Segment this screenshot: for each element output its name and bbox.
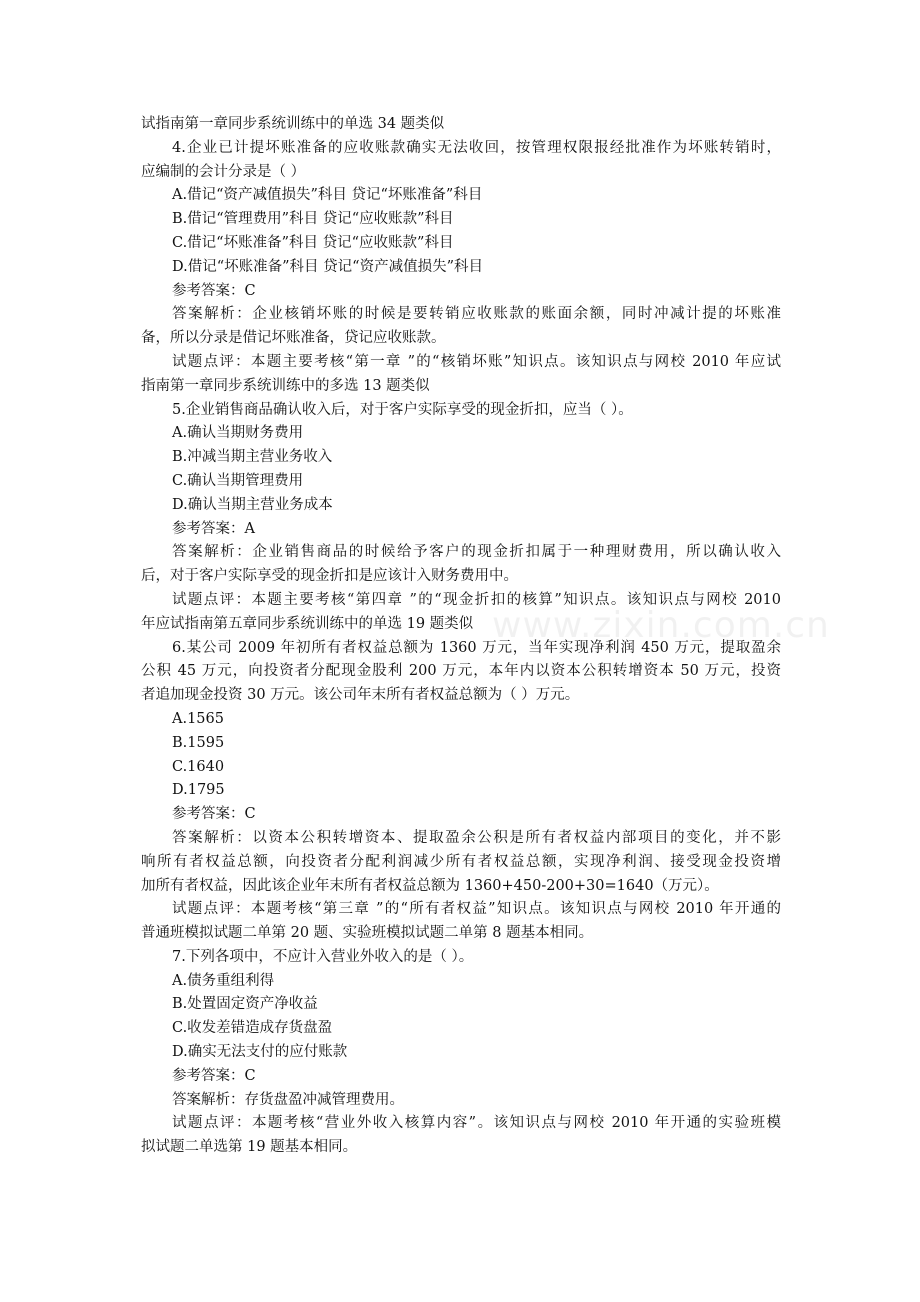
question-5-answer: 参考答案：A <box>172 520 255 537</box>
question-7-stem: 7.下列各项中，不应计入营业外收入的是（ ）。 <box>172 948 474 965</box>
question-4-stem-cont: 应编制的会计分录是（ ） <box>141 163 306 180</box>
question-4-stem: 4.企业已计提坏账准备的应收账款确实无法收回，按管理权限报经批准作为坏账转销时， <box>172 139 781 156</box>
question-5-explanation: 答案解析：企业销售商品的时候给予客户的现金折扣属于一种理财费用，所以确认收入 <box>172 544 781 561</box>
question-4-option-b: B.借记“管理费用”科目 贷记“应收账款”科目 <box>172 211 454 228</box>
question-5-explanation-cont: 后，对于客户实际享受的现金折扣是应该计入财务费用中。 <box>141 568 518 585</box>
question-6-stem-cont-2: 者追加现金投资 30 万元。该公司年末所有者权益总额为（ ）万元。 <box>141 687 580 704</box>
question-6-explanation-cont: 响所有者权益总额，向投资者分配利润减少所有者权益总额，实现净利润、接受现金投资增 <box>141 853 781 870</box>
question-5-option-a: A.确认当期财务费用 <box>172 425 304 442</box>
question-6-option-a: A.1565 <box>172 710 224 727</box>
question-6-answer: 参考答案：C <box>172 806 256 823</box>
question-4-option-d: D.借记“坏账准备”科目 贷记“资产减值损失”科目 <box>172 258 483 275</box>
question-4-answer: 参考答案：C <box>172 282 256 299</box>
question-5-option-b: B.冲减当期主营业务收入 <box>172 449 333 466</box>
question-4-comment-cont: 指南第一章同步系统训练中的多选 13 题类似 <box>141 377 430 394</box>
question-4-explanation: 答案解析：企业核销坏账的时候是要转销应收账款的账面余额，同时冲减计提的坏账准 <box>172 306 781 323</box>
question-6-comment-cont: 普通班模拟试题二单第 20 题、实验班模拟试题二单第 8 题基本相同。 <box>141 925 594 942</box>
question-6-stem: 6.某公司 2009 年初所有者权益总额为 1360 万元，当年实现净利润 450 万元，提取盈余 <box>172 639 781 656</box>
text-line: 试指南第一章同步系统训练中的单选 34 题类似 <box>141 116 445 132</box>
question-7-explanation: 答案解析：存货盘盈冲减管理费用。 <box>172 1091 404 1108</box>
question-6-option-d: D.1795 <box>172 782 225 799</box>
question-4-option-c: C.借记“坏账准备”科目 贷记“应收账款”科目 <box>172 234 454 251</box>
question-5-option-c: C.确认当期管理费用 <box>172 472 304 489</box>
document-body <box>141 113 781 1160</box>
question-6-comment: 试题点评：本题考核“第三章 ”的“所有者权益”知识点。该知识点与网校 2010 年开通的 <box>172 901 781 918</box>
question-7-option-a: A.债务重组利得 <box>172 972 275 989</box>
question-7-option-c: C.收发差错造成存货盘盈 <box>172 1020 333 1037</box>
watermark: www.zixin.com.cn <box>492 605 830 646</box>
question-7-answer: 参考答案：C <box>172 1067 256 1084</box>
question-6-explanation-cont-2: 加所有者权益，因此该企业年末所有者权益总额为 1360+450-200+30=1640（万元）。 <box>141 877 719 894</box>
question-6-explanation: 答案解析：以资本公积转增资本、提取盈余公积是所有者权益内部项目的变化，并不影 <box>172 829 781 846</box>
question-7-comment: 试题点评：本题考核“营业外收入核算内容”。该知识点与网校 2010 年开通的实验班模 <box>172 1115 781 1132</box>
question-5-stem: 5.企业销售商品确认收入后，对于客户实际享受的现金折扣，应当（ ）。 <box>172 401 633 418</box>
question-4-option-a: A.借记“资产减值损失”科目 贷记“坏账准备”科目 <box>172 187 483 204</box>
question-5-comment: 试题点评：本题主要考核“第四章 ”的“现金折扣的核算”知识点。该知识点与网校 2010 <box>172 591 781 608</box>
question-6-option-b: B.1595 <box>172 734 225 751</box>
question-5-comment-cont: 年应试指南第五章同步系统训练中的单选 19 题类似 <box>141 615 474 632</box>
question-4-comment: 试题点评：本题主要考核“第一章 ”的“核销坏账”知识点。该知识点与网校 2010 年应试 <box>172 353 781 370</box>
question-5-option-d: D.确认当期主营业务成本 <box>172 496 333 513</box>
question-4-explanation-cont: 备，所以分录是借记坏账准备，贷记应收账款。 <box>141 330 446 347</box>
question-6-stem-cont: 公积 45 万元，向投资者分配现金股利 200 万元，本年内以资本公积转增资本 50 万元，投资 <box>141 663 781 680</box>
question-7-option-d: D.确实无法支付的应付账款 <box>172 1044 348 1061</box>
question-7-comment-cont: 拟试题二单选第 19 题基本相同。 <box>141 1139 358 1156</box>
question-7-option-b: B.处置固定资产净收益 <box>172 996 318 1013</box>
question-6-option-c: C.1640 <box>172 758 225 775</box>
